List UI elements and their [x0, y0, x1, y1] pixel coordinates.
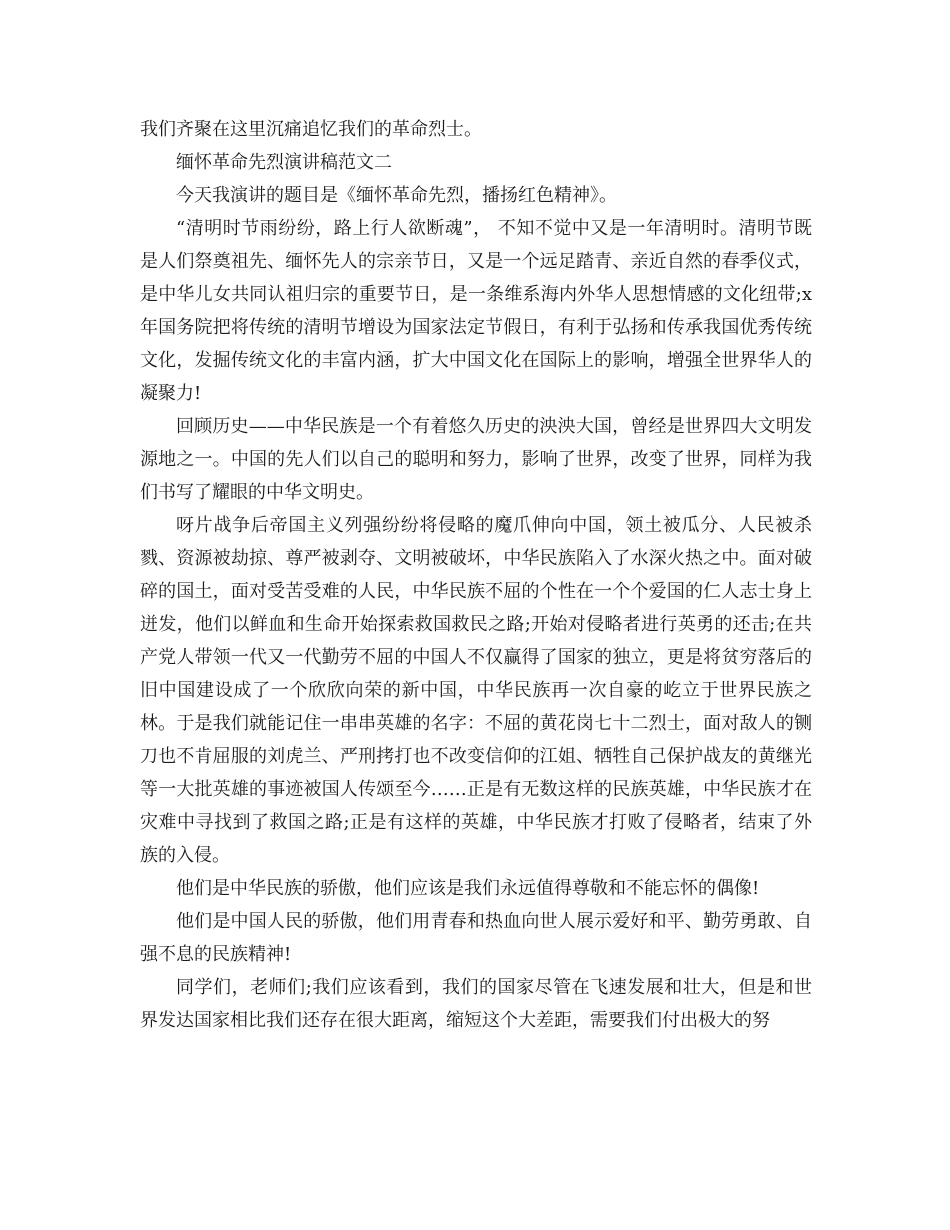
- paragraph-qingming: “清明时节雨纷纷，路上行人欲断魂”， 不知不觉中又是一年清明时。清明节既是人们祭奠祖先、缅怀先人的宗亲节日，又是一个远足踏青、亲近自然的春季仪式，是中华儿女共同认祖归宗的重要节日，是一条维系海内外华人思想情感的文化纽带;x年国务院把将传统的清明节增设为国家法定节假日，有利于弘扬和传承我国优秀传统文化，发掘传统文化的丰富内涵，扩大中国文化在国际上的影响，增强全世界华人的凝聚力!: [140, 218, 812, 404]
- paragraph-continuation: 我们齐聚在这里沉痛追忆我们的革命烈士。: [140, 119, 482, 140]
- document-body: [140, 113, 812, 1037]
- section-heading: 缅怀革命先烈演讲稿范文二: [176, 152, 392, 173]
- paragraph-history: 回顾历史——中华民族是一个有着悠久历史的泱泱大国，曾经是世界四大文明发源地之一。中国的先人们以自己的聪明和努力，影响了世界，改变了世界，同样为我们书写了耀眼的中华文明史。: [140, 416, 812, 503]
- paragraph-speech-title: 今天我演讲的题目是《缅怀革命先烈，播扬红色精神》。: [176, 185, 617, 206]
- paragraph-pride-people: 他们是中国人民的骄傲，他们用青春和热血向世人展示爱好和平、勤劳勇敢、自强不息的民族精神!: [140, 911, 812, 965]
- paragraph-opium-war: 呀片战争后帝国主义列强纷纷将侵略的魔爪伸向中国，领土被瓜分、人民被杀戮、资源被劫掠、尊严被剥夺、文明被破坏，中华民族陷入了水深火热之中。面对破碎的国土，面对受苦受难的人民，中华民族不屈的个性在一个个爱国的仁人志士身上迸发，他们以鲜血和生命开始探索救国救民之路;开始对侵略者进行英勇的还击;在共产党人带领一代又一代勤劳不屈的中国人不仅赢得了国家的独立，更是将贫穷落后的旧中国建设成了一个欣欣向荣的新中国，中华民族再一次自豪的屹立于世界民族之林。于是我们就能记住一串串英雄的名字：不屈的黄花岗七十二烈士，面对敌人的铡刀也不肯屈服的刘虎兰、严刑拷打也不改变信仰的江姐、牺牲自己保护战友的黄继光等一大批英雄的事迹被国人传颂至今……正是有无数这样的民族英雄，中华民族才在灾难中寻找到了救国之路;正是有这样的英雄，中华民族才打败了侵略者，结束了外族的入侵。: [140, 515, 813, 866]
- paragraph-pride-nation: 他们是中华民族的骄傲，他们应该是我们永远值得尊敬和不能忘怀的偶像!: [176, 878, 760, 899]
- paragraph-students: 同学们，老师们;我们应该看到，我们的国家尽管在飞速发展和壮大，但是和世界发达国家相比我们还存在很大距离，缩短这个大差距，需要我们付出极大的努: [140, 977, 812, 1031]
